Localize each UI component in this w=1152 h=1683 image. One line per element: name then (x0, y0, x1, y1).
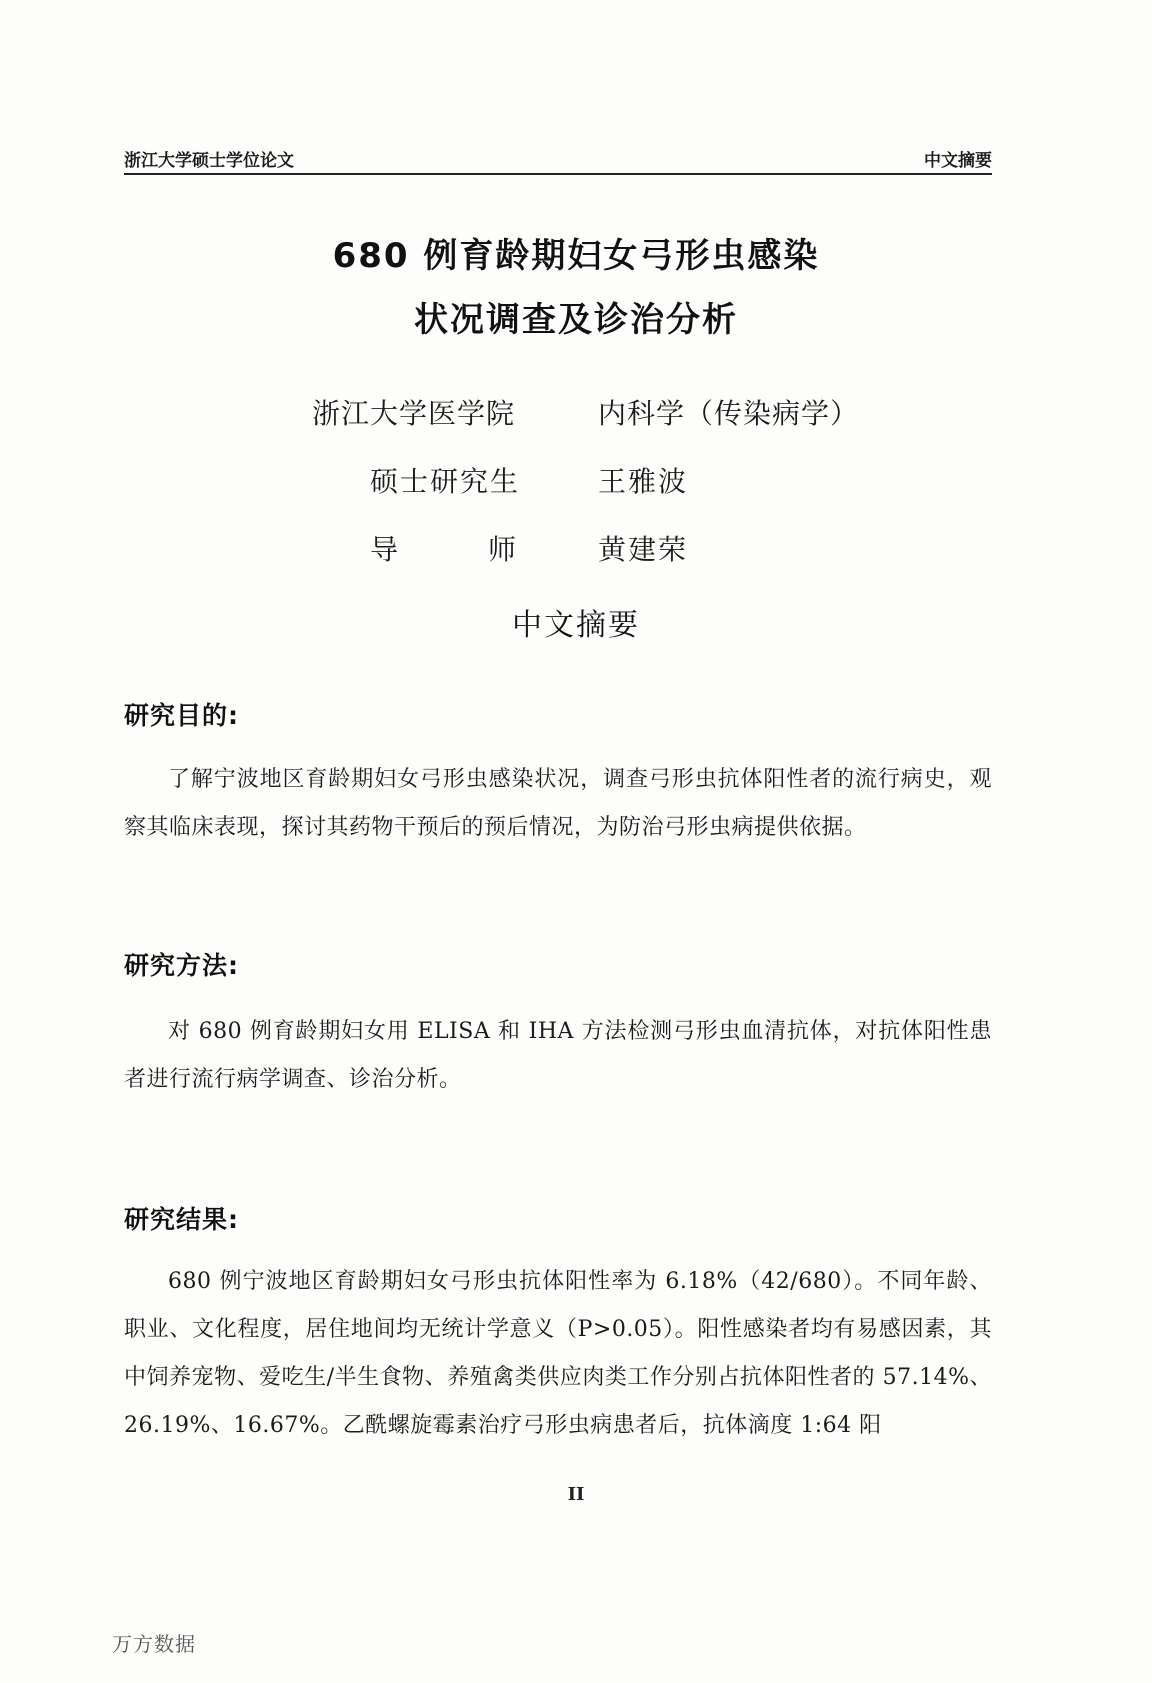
header-thesis-label: 浙江大学硕士学位论文 (124, 151, 294, 171)
title-line-1: 680 例育龄期妇女弓形虫感染 (332, 236, 820, 276)
school-name: 浙江大学医学院 (312, 397, 516, 430)
header-rule (124, 173, 992, 175)
section-heading-results: 研究结果: (124, 1205, 239, 1234)
abstract-heading: 中文摘要 (512, 608, 640, 643)
header-section-label: 中文摘要 (924, 151, 992, 171)
title-line-2: 状况调查及诊治分析 (414, 300, 738, 340)
section-text-objective: 了解宁波地区育龄期妇女弓形虫感染状况，调查弓形虫抗体阳性者的流行病史，观察其临床表现，探讨其药物干预后的预后情况，为防治弓形虫病提供依据。 (124, 767, 992, 840)
major-name: 内科学（传染病学） (598, 397, 860, 430)
section-heading-methods: 研究方法: (124, 951, 239, 980)
page-number: II (567, 1484, 585, 1505)
database-watermark: 万方数据 (112, 1632, 196, 1656)
running-header (124, 146, 992, 172)
advisor-name: 黄建荣 (598, 533, 689, 566)
student-name: 王雅波 (598, 465, 689, 498)
degree-label: 硕士研究生 (370, 465, 521, 498)
section-text-methods: 对 680 例育龄期妇女用 ELISA 和 IHA 方法检测弓形虫血清抗体，对抗体阳性患者进行流行病学调查、诊治分析。 (124, 1019, 992, 1092)
advisor-label-second: 师 (488, 533, 517, 566)
advisor-label-first: 导 (370, 533, 399, 566)
section-heading-objective: 研究目的: (124, 701, 239, 730)
section-text-results: 680 例宁波地区育龄期妇女弓形虫抗体阳性率为 6.18%（42/680）。不同年龄、职业、文化程度，居住地间均无统计学意义（P>0.05）。阳性感染者均有易感因素，其中饲养宠物、爱吃生/半生食物、养殖禽类供应肉类工作分别占抗体阳性者的 57.14%、26.19%、16.67%。乙酰螺旋霉素治疗弓形虫病患者后，抗体滴度 1:64 阳 (124, 1269, 992, 1438)
